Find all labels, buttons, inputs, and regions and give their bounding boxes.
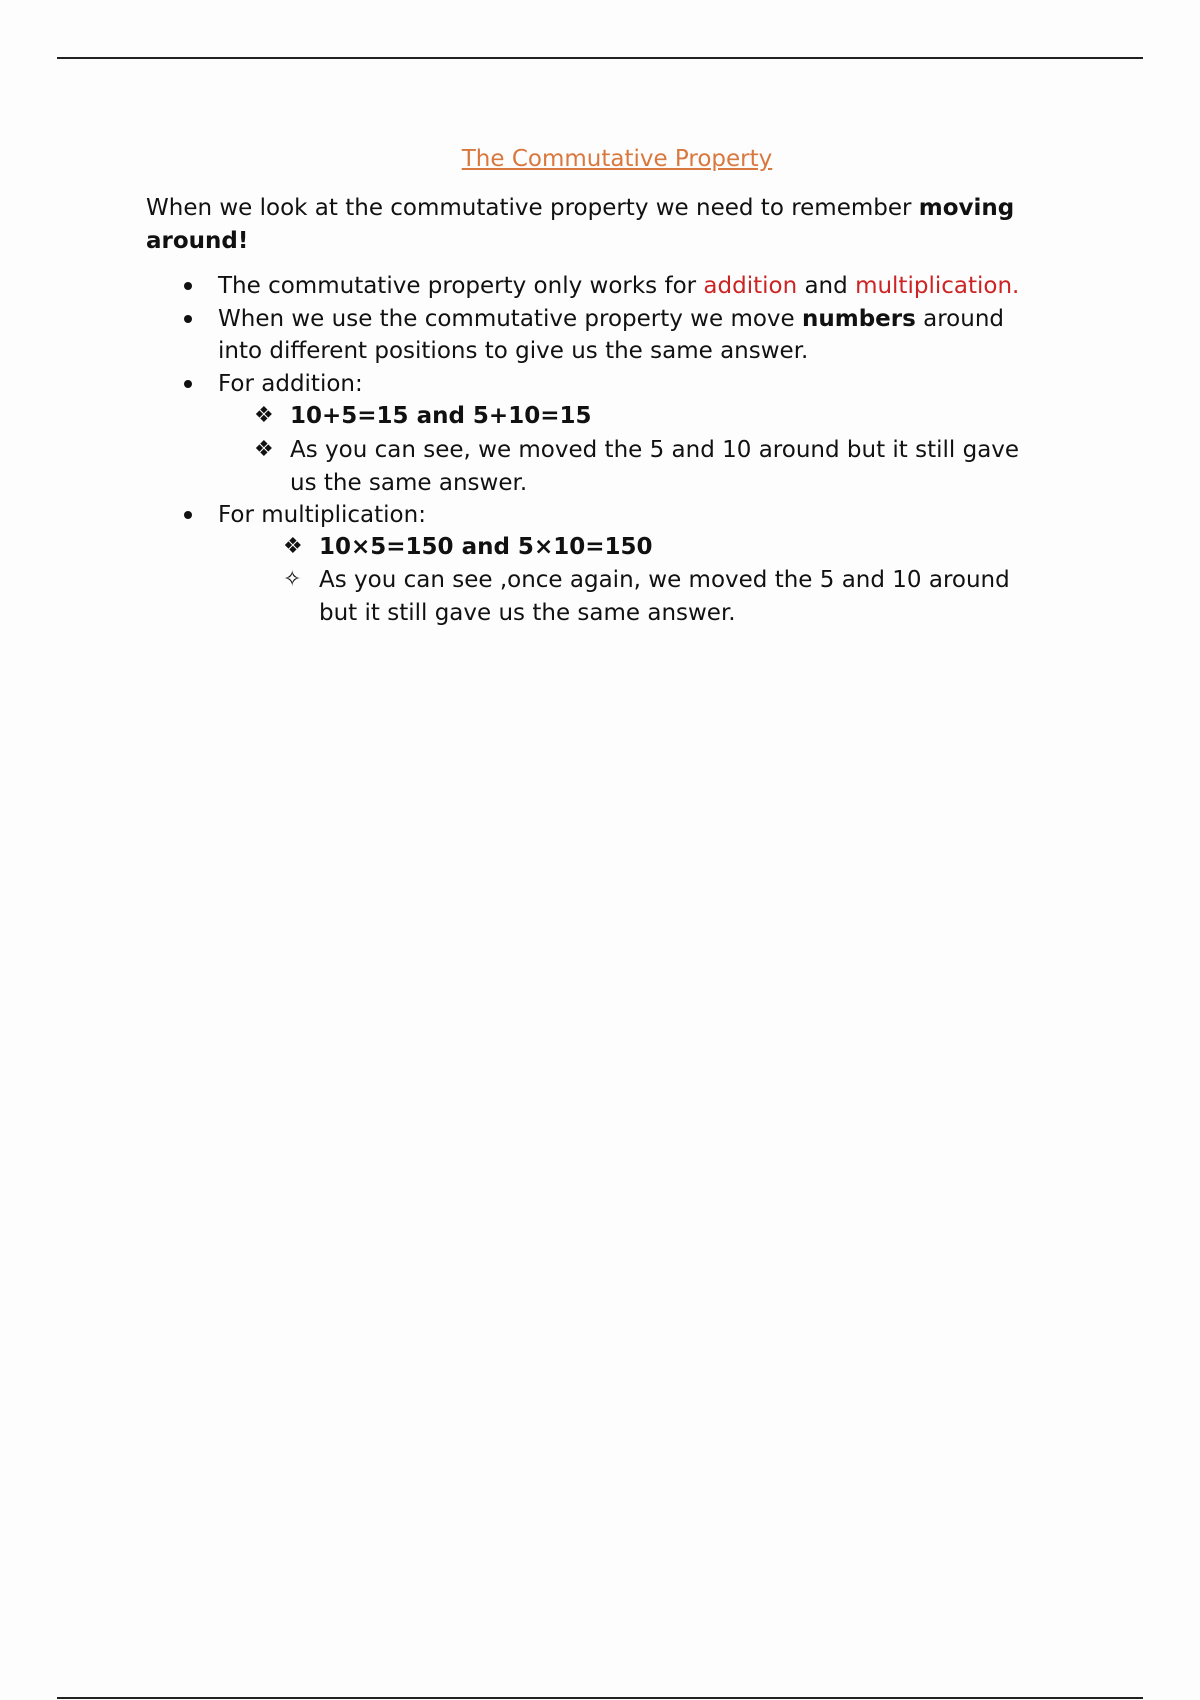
bullet-dot-icon [184,282,192,290]
bullet-2-line2: into different positions to give us the same answer. [218,338,809,364]
bullet-2-around: around [915,305,1004,332]
multiplication-explanation-line2: but it still gave us the same answer. [319,599,736,626]
multiplication-example: 10×5=150 and 5×10=150 [319,534,653,560]
diamond-bullet-icon: ❖ [283,534,303,559]
addition-highlight: addition [703,273,798,299]
bullet-1-text: The commutative property only works for [218,273,704,299]
multiplication-explanation-line1: As you can see ,once again, we moved the 5 and 10 around [319,567,1010,593]
header-rule [57,57,1143,59]
intro-bold: moving around! [146,195,1015,254]
for-addition-label: For addition: [218,370,363,397]
document-title: The Commutative Property [461,146,773,172]
bullet-dot-icon [184,315,192,323]
diamond-bullet-icon: ❖ [254,403,274,428]
outline-diamond-bullet-icon: ✧ [283,567,302,592]
diamond-bullet-icon: ❖ [254,437,274,462]
bullet-dot-icon [184,511,192,519]
bullet-2-text: When we use the commutative property we move [218,305,802,332]
intro-paragraph [146,192,1076,257]
footer-rule [57,1697,1143,1699]
multiplication-highlight: multiplication. [855,273,1020,299]
bullet-1-and: and [797,273,856,299]
addition-explanation-line1: As you can see, we moved the 5 and 10 around but it still gave [290,437,1020,463]
bullet-dot-icon [184,380,192,388]
addition-explanation-line2: us the same answer. [290,469,528,496]
intro-text: When we look at the commutative property we need to remember [146,195,919,221]
for-multiplication-label: For multiplication: [218,502,426,528]
numbers-bold: numbers [802,305,916,332]
addition-example: 10+5=15 and 5+10=15 [290,403,592,429]
